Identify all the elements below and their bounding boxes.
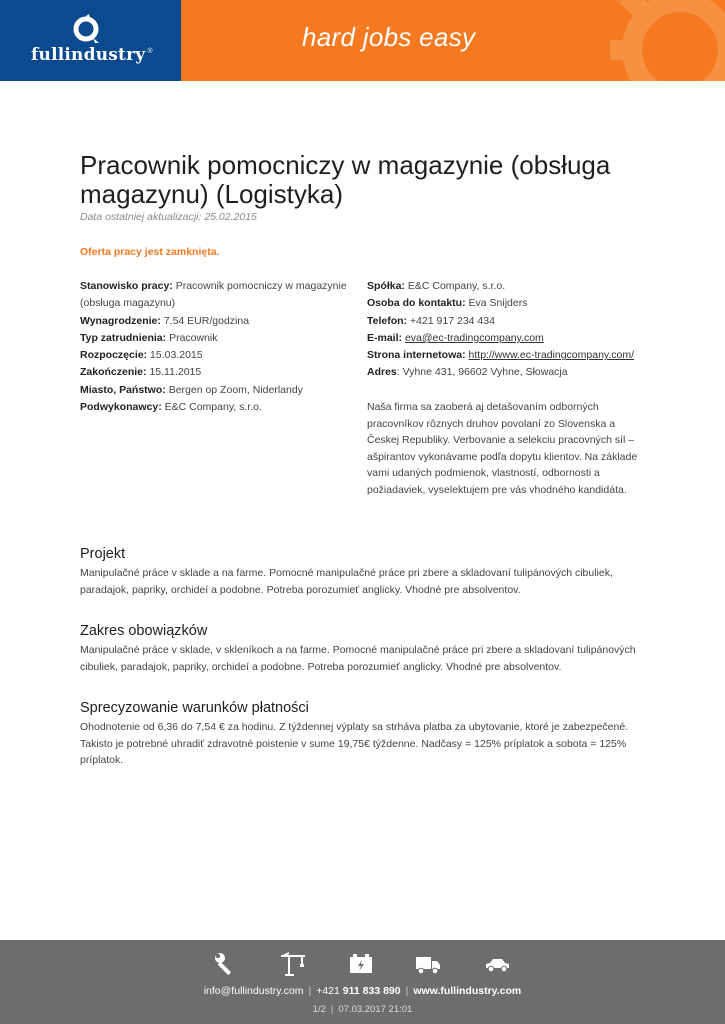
detail-website: Strona internetowa: http://www.ec-tradingcompany.com/ xyxy=(367,349,635,362)
gear-decoration-icon xyxy=(605,0,725,81)
detail-email: E-mail: eva@ec-tradingcompany.com xyxy=(367,331,544,344)
job-title: Pracownik pomocniczy w magazynie (obsługa magazynu) (Logistyka) xyxy=(80,150,611,209)
detail-subcontractor: Podwykonawcy: E&C Company, s.r.o. xyxy=(80,401,262,414)
detail-company: Spółka: E&C Company, s.r.o. xyxy=(367,280,506,292)
section-body-payment: Ohodnotenie od 6,36 do 7,54 € za hodinu. Z týždennej výplaty sa strháva platba za ubytovanie, ktoré je zabezpečené. Takisto je potrebné uhradiť zdravotné poistenie v sume 19,75€ týždenne. Nadčasy = 125% príplatok a sobota = 125% príplatok. xyxy=(80,721,629,766)
job-details-left xyxy=(80,278,350,416)
truck-icon xyxy=(415,952,441,976)
footer-phone[interactable]: 911 833 890 xyxy=(342,985,401,997)
footer-email[interactable]: info@fullindustry.com xyxy=(203,985,304,997)
detail-contact-person: Osoba do kontaktu: Eva Snijders xyxy=(367,297,528,310)
footer-website[interactable]: www.fullindustry.com xyxy=(413,985,522,997)
detail-employment-type: Typ zatrudnienia: Pracownik xyxy=(80,331,218,344)
logo-text: fullindustry ® xyxy=(31,45,153,65)
footer-page-info: 1/2 | 07.03.2017 21:01 xyxy=(312,1004,413,1015)
section-body-project: Manipulačné práce v sklade a na farme. Pomocné manipulačné práce pri zbere a skladovaní tulipánových cibuliek, paradajok, papriky, orchideí a podobne. Potreba porozumieť anglicky. Vhodné pre absolventov. xyxy=(80,567,613,596)
logo[interactable] xyxy=(0,0,181,81)
detail-salary: Wynagrodzenie: 7.54 EUR/godzina xyxy=(80,314,250,327)
detail-address: Adres: Vyhne 431, 96602 Vyhne, Słowacja xyxy=(367,366,568,379)
car-icon xyxy=(484,952,510,976)
detail-end: Zakończenie: 15.11.2015 xyxy=(80,366,202,379)
crane-icon xyxy=(280,952,306,976)
section-title-payment: Sprecyzowanie warunków płatności xyxy=(80,700,309,716)
job-details-right xyxy=(367,278,657,382)
header-banner xyxy=(181,0,725,81)
section-title-project: Projekt xyxy=(80,546,126,562)
footer-icons xyxy=(0,952,725,978)
battery-icon xyxy=(348,952,374,976)
company-description: Naša firma sa zaoberá aj detašovaním odborných pracovníkov rôznych druhov povolaní zo Slovenska a Českej Republiky. Verbovanie a selekciu pracovných síl – ašpirantov vykonávame podľa dopytu klientov. Na základe vami udaných podmienok, vlastností, odbornosti a požiadaviek, vyselektujem pre vás vhodného kandidáta. xyxy=(367,401,638,496)
detail-start: Rozpoczęcie: 15.03.2015 xyxy=(80,349,203,362)
print-datetime: 07.03.2017 21:01 xyxy=(338,1004,413,1015)
logo-gear-icon xyxy=(71,14,101,44)
section-title-duties: Zakres obowiązków xyxy=(80,623,208,639)
footer-contact: info@fullindustry.com | +421 911 833 890 | www.fullindustry.com xyxy=(203,985,522,997)
page-number: 1/2 xyxy=(312,1004,326,1015)
section-body-duties: Manipulačné práce v sklade, v skleníkoch a na farme. Pomocné manipulačné práce pri zbere a skladovaní tulipánových cibuliek, paradajok, papriky, orchideí a podobne. Potreba porozumieť anglicky. Vhodné pre absolventov. xyxy=(80,644,636,673)
footer-phone-prefix: +421 xyxy=(316,985,340,997)
wrench-icon xyxy=(213,952,239,976)
detail-phone: Telefon: +421 917 234 434 xyxy=(367,314,495,327)
page-footer xyxy=(0,940,725,1024)
tagline: hard jobs easy xyxy=(302,22,476,52)
email-link[interactable]: eva@ec-tradingcompany.com xyxy=(404,331,544,344)
detail-city-country: Miasto, Państwo: Bergen op Zoom, Niderlandy xyxy=(80,383,303,396)
website-link[interactable]: http://www.ec-tradingcompany.com/ xyxy=(468,349,635,362)
page-header xyxy=(0,0,725,81)
detail-position: Stanowisko pracy: Pracownik pomocniczy w magazynie (obsługa magazynu) xyxy=(80,280,347,310)
offer-closed-notice: Oferta pracy jest zamknięta. xyxy=(80,246,220,258)
last-updated: Data ostatniej aktualizacji: 25.02.2015 xyxy=(80,211,257,223)
